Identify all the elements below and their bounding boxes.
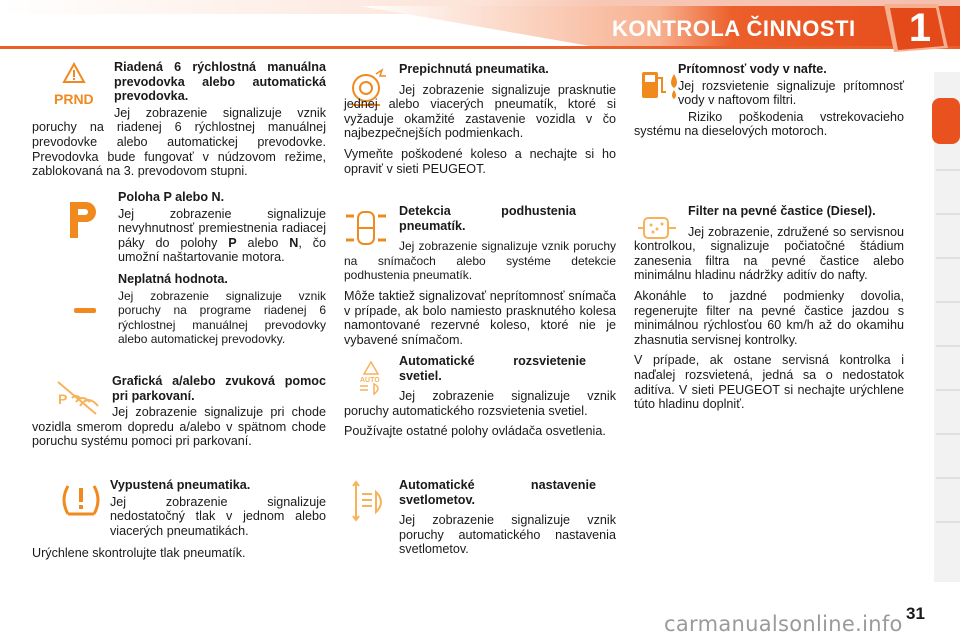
tab-active [932,98,960,144]
invalid-body: Jej zobrazenie signalizuje vznik poruchy na programe riadenej 6 rýchlostnej manuálnej prevodovky alebo automatickej prevodovky. [118,288,326,347]
detection-title: Detekcia podhustenia pneumatík. [399,204,576,233]
punctured-title: Prepichnutá pneumatika. [399,62,549,76]
dpf-title: Filter na pevné častice (Diesel). [688,204,876,218]
gearbox-section [32,60,326,179]
water-title: Prítomnosť vody v nafte. [678,62,827,76]
flat-tyre-section [32,478,326,561]
detection-section [344,204,616,347]
punctured-section [344,62,616,176]
dash-icon [74,308,96,313]
svg-text:PRND: PRND [54,91,94,107]
dpf-section [634,204,904,412]
parking-title: Grafická a/alebo zvuková pomoc pri parkovaní. [112,374,326,403]
chapter-tabs [930,72,960,582]
auto-lights-body2: Používajte ostatné polohy ovládača osvetlenia. [344,424,606,439]
detection-body2: Môže taktiež signalizovať neprítomnosť snímača v prípade, ak bolo namiesto prasknutého kolesa namontované rezervné koleso, ktoré nie je vybavené snímačom. [344,288,616,347]
water-body2: Riziko poškodenia vstrekovacieho systému na dieselových motoroch. [634,109,904,139]
gearbox-title: Riadená 6 rýchlostná manuálna prevodovka alebo automatická prevodovka. [114,60,326,104]
water-body: Jej rozsvietenie signalizuje prítomnosť vody v naftovom filtri. [678,78,904,108]
flat-tyre-body2: Urýchlene skontrolujte tlak pneumatík. [32,546,246,561]
water-section [634,62,904,139]
punctured-body2: Vymeňte poškodené koleso a nechajte si ho opraviť v sieti PEUGEOT. [344,146,616,176]
position-title: Poloha P alebo N. [118,190,225,204]
parking-section [32,374,326,449]
page-title: KONTROLA ČINNOSTI [612,16,856,41]
headlamp-body: Jej zobrazenie signalizuje vznik poruchy automatického nastavenia svetlometov. [399,513,616,557]
headlamp-section [344,478,616,557]
chapter-number: 1 [908,6,932,50]
page-header [0,0,960,56]
parking-body: Jej zobrazenie signalizuje pri chode vozidla smerom dopredu a/alebo v spätnom chode poruchu systému pomoci pri parkovaní. [32,405,326,449]
gearbox-body: Jej zobrazenie signalizuje vznik poruchy na riadenej 6 rýchlostnej manuálnej prevodovke alebo automatickej prevodovke. Prevodovka bude fungovať v núdzovom režime, zablokovaná na 3. prevodovom stupni. [32,105,326,179]
punctured-body: Jej zobrazenie signalizuje prasknutie jednej alebo viacerých pneumatík, ktoré si vyžaduje okamžité zastavenie vozidla v čo najbezpečnejších podmienkach. [344,82,616,141]
detection-body: Jej zobrazenie signalizuje vznik poruchy na snímačoch alebo systéme detekcie podhustenia pneumatík. [344,239,616,283]
svg-text:AUTO: AUTO [360,377,380,384]
auto-lights-body: Jej zobrazenie signalizuje vznik poruchy automatického rozsvietenia svetiel. [344,389,616,418]
flat-tyre-title: Vypustená pneumatika. [110,478,251,492]
headlamp-title: Automatické nastavenie svetlometov. [399,478,596,507]
position-body: Jej zobrazenie signalizuje nevyhnutnosť premiestnenia radiacej páky do polohy P alebo N, čo umožní naštartovanie motora. [118,206,326,265]
page-number: 31 [906,604,925,623]
dpf-body3: V prípade, ak ostane servisná kontrolka i naďalej rozsvietená, jedná sa o nedostatok aditíva. V sieti PEUGEOT si nechajte urýchlene túto hladinu doplniť. [634,353,904,412]
position-p-icon [66,200,100,240]
dpf-body2: Akonáhle to jazdné podmienky dovolia, regenerujte filter na pevné častice jazdou s minimálnou rýchlosťou 60 km/h až do okamihu zhasnutia servisnej kontrolky. [634,288,904,347]
dpf-body: Jej zobrazenie, združené so servisnou kontrolkou, signalizuje počiatočné štádium zanesenia filtra na pevné častice alebo minimálnu hladinu nádržky aditív do nafty. [634,224,904,283]
auto-lights-section [344,354,616,439]
invalid-title: Neplatná hodnota. [118,272,228,286]
position-section [118,190,326,265]
invalid-section [118,272,326,347]
svg-text:P: P [58,391,68,407]
auto-lights-title: Automatické rozsvietenie svetiel. [399,354,586,383]
flat-tyre-body: Jej zobrazenie signalizuje nedostatočný tlak v jednom alebo viacerých pneumatikách. [110,494,326,538]
watermark: carmanualsonline.info [664,612,903,636]
